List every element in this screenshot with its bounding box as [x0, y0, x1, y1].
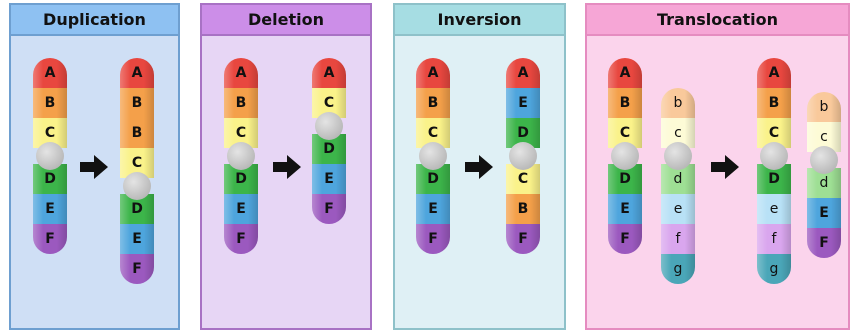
gene-segment-F: F — [416, 224, 450, 254]
gene-segment-B: B — [506, 194, 540, 224]
gene-segment-F: F — [224, 224, 258, 254]
gene-segment-A: A — [757, 58, 791, 88]
gene-segment-D: D — [416, 164, 450, 194]
gene-segment-E: E — [120, 224, 154, 254]
centromere — [509, 142, 537, 170]
gene-segment-c: c — [661, 118, 695, 148]
chromosome-deleted — [312, 58, 346, 224]
centromere — [419, 142, 447, 170]
centromere — [315, 112, 343, 140]
gene-segment-g: g — [661, 254, 695, 284]
chromosome-original — [416, 58, 450, 254]
gene-segment-D: D — [120, 194, 154, 224]
centromere — [123, 172, 151, 200]
gene-segment-A: A — [312, 58, 346, 88]
gene-segment-C: C — [312, 88, 346, 118]
gene-segment-D: D — [33, 164, 67, 194]
gene-segment-D: D — [224, 164, 258, 194]
gene-segment-C: C — [757, 118, 791, 148]
gene-segment-A: A — [120, 58, 154, 88]
gene-segment-F: F — [120, 254, 154, 284]
gene-segment-E: E — [416, 194, 450, 224]
gene-segment-F: F — [807, 228, 841, 258]
gene-segment-B: B — [224, 88, 258, 118]
gene-segment-f: f — [757, 224, 791, 254]
arrow-icon — [80, 155, 108, 179]
gene-segment-E: E — [506, 88, 540, 118]
centromere — [611, 142, 639, 170]
gene-segment-B: B — [608, 88, 642, 118]
chromosome-original — [33, 58, 67, 254]
arrow-icon — [273, 155, 301, 179]
gene-segment-A: A — [33, 58, 67, 88]
gene-segment-B: B — [33, 88, 67, 118]
gene-segment-F: F — [312, 194, 346, 224]
translocation-title: Translocation — [585, 3, 850, 36]
gene-segment-D: D — [312, 134, 346, 164]
gene-segment-F: F — [608, 224, 642, 254]
gene-segment-C: C — [416, 118, 450, 148]
chromosome-translocated-2 — [807, 92, 841, 258]
chromosome-original-2 — [661, 88, 695, 284]
chromosome-translocated-1 — [757, 58, 791, 284]
centromere — [810, 146, 838, 174]
gene-segment-B: B — [416, 88, 450, 118]
arrow-icon — [711, 155, 739, 179]
gene-segment-A: A — [224, 58, 258, 88]
centromere — [760, 142, 788, 170]
gene-segment-E: E — [312, 164, 346, 194]
centromere — [227, 142, 255, 170]
gene-segment-C: C — [120, 148, 154, 178]
gene-segment-E: E — [608, 194, 642, 224]
centromere — [664, 142, 692, 170]
gene-segment-e: e — [661, 194, 695, 224]
gene-segment-c: c — [807, 122, 841, 152]
gene-segment-E: E — [33, 194, 67, 224]
chromosome-duplicated — [120, 58, 154, 284]
gene-segment-A: A — [506, 58, 540, 88]
duplication-title: Duplication — [9, 3, 180, 36]
deletion-title: Deletion — [200, 3, 372, 36]
gene-segment-B: B — [120, 118, 154, 148]
gene-segment-d: d — [807, 168, 841, 198]
gene-segment-E: E — [807, 198, 841, 228]
chromosome-inverted — [506, 58, 540, 254]
gene-segment-e: e — [757, 194, 791, 224]
gene-segment-f: f — [661, 224, 695, 254]
gene-segment-d: d — [661, 164, 695, 194]
centromere — [36, 142, 64, 170]
gene-segment-E: E — [224, 194, 258, 224]
gene-segment-D: D — [506, 118, 540, 148]
gene-segment-C: C — [224, 118, 258, 148]
chromosome-original-1 — [608, 58, 642, 254]
gene-segment-F: F — [33, 224, 67, 254]
inversion-title: Inversion — [393, 3, 566, 36]
gene-segment-D: D — [608, 164, 642, 194]
gene-segment-B: B — [757, 88, 791, 118]
gene-segment-C: C — [506, 164, 540, 194]
gene-segment-C: C — [33, 118, 67, 148]
gene-segment-A: A — [608, 58, 642, 88]
arrow-icon — [465, 155, 493, 179]
gene-segment-A: A — [416, 58, 450, 88]
chromosome-original — [224, 58, 258, 254]
gene-segment-g: g — [757, 254, 791, 284]
gene-segment-b: b — [807, 92, 841, 122]
gene-segment-b: b — [661, 88, 695, 118]
gene-segment-C: C — [608, 118, 642, 148]
gene-segment-F: F — [506, 224, 540, 254]
gene-segment-B: B — [120, 88, 154, 118]
gene-segment-D: D — [757, 164, 791, 194]
